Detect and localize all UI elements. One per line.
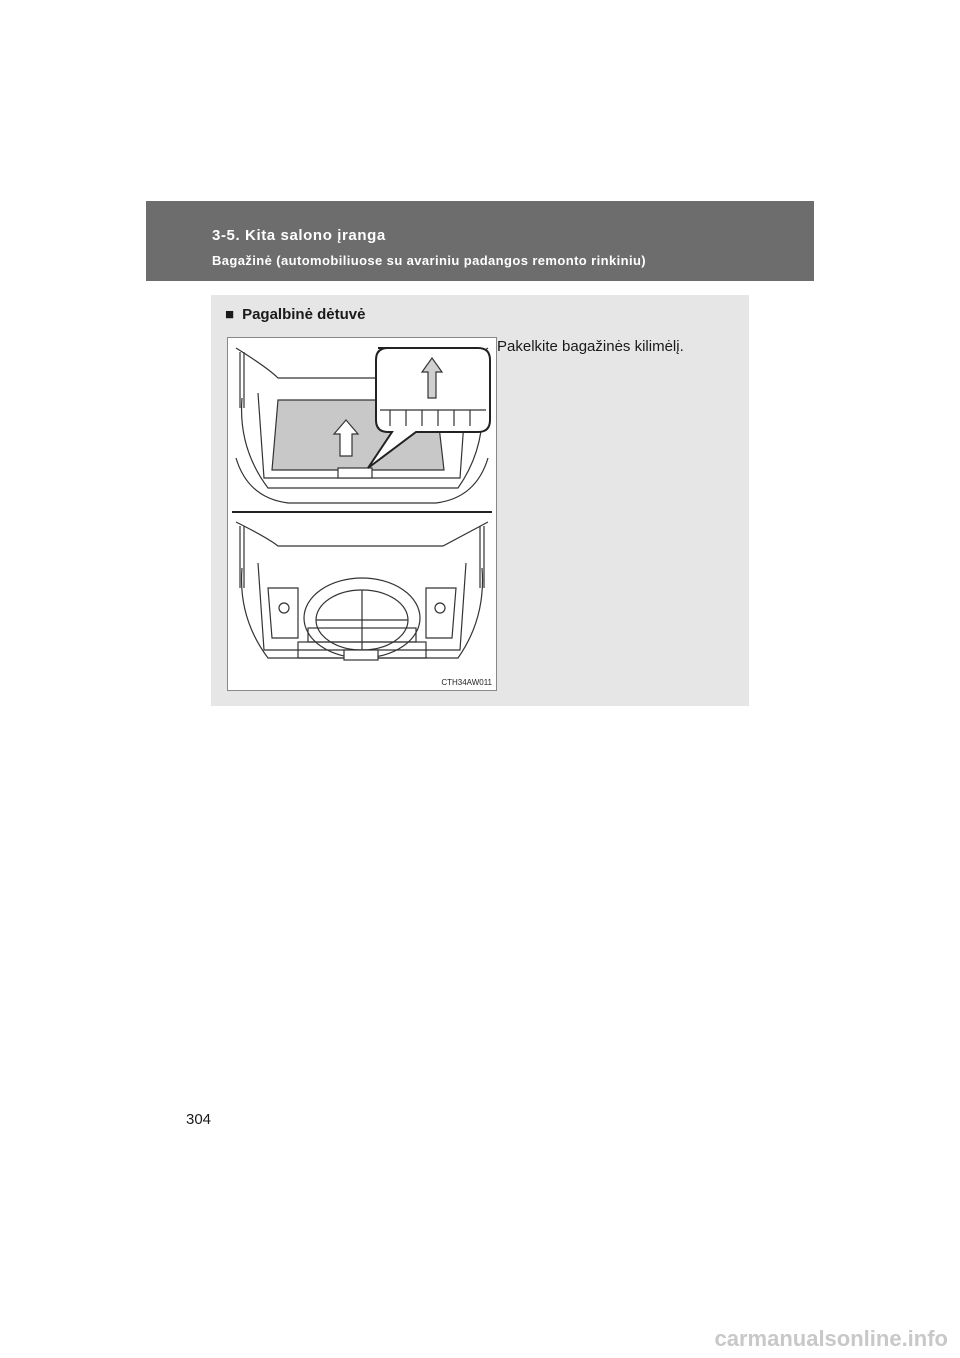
square-bullet-icon: ■: [225, 306, 235, 323]
trunk-illustration: [227, 337, 497, 691]
subsection-heading-text: Pagalbinė dėtuvė: [242, 306, 366, 323]
section-subtitle: Bagažinė (automobiliuose su avariniu padangos remonto rinkiniu): [212, 253, 647, 268]
section-title: 3-5. Kita salono įranga: [212, 227, 386, 244]
mat-handle: [338, 468, 372, 478]
figure-code: CTH34AW011: [441, 678, 492, 687]
trunk-drawing: [228, 338, 496, 690]
instruction-text: Pakelkite bagažinės kilimėlį.: [497, 338, 684, 355]
content-panel: [211, 295, 749, 706]
section-header: [146, 201, 814, 281]
watermark: carmanualsonline.info: [714, 1326, 948, 1351]
page-number: 304: [186, 1111, 212, 1128]
subsection-heading: [225, 306, 365, 323]
